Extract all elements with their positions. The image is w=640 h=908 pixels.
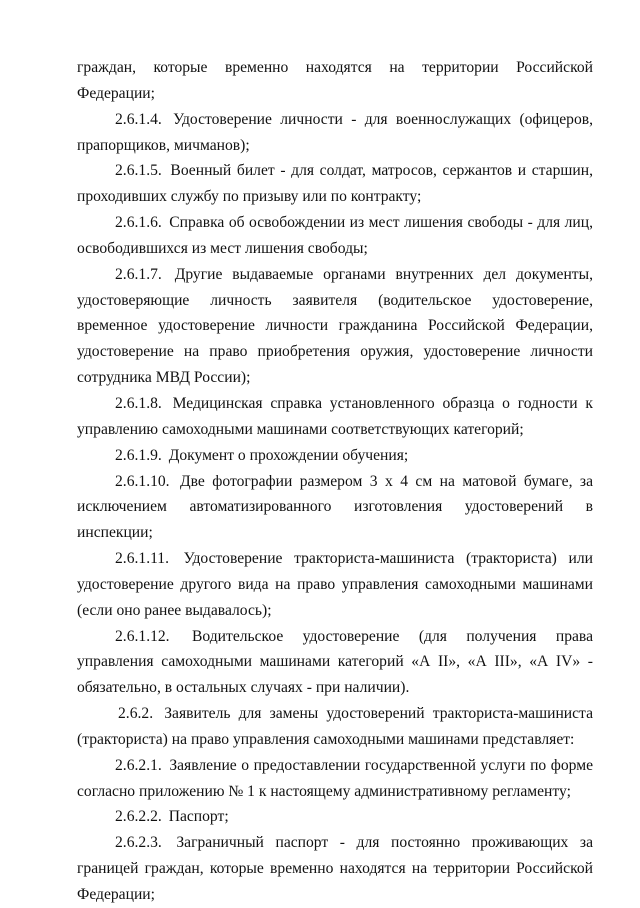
paragraph-number: 2.6.1.12. xyxy=(115,627,170,645)
paragraph-text: Документ о прохождении обучения; xyxy=(168,446,409,464)
paragraph-text: Заявитель для замены удостоверений тракториста-машиниста (тракториста) на право управления самоходными машинами представляет: xyxy=(77,705,593,748)
paragraph-2-6-2-2 xyxy=(77,804,593,830)
paragraph-number: 2.6.1.4. xyxy=(115,110,162,128)
paragraph-number: 2.6.1.8. xyxy=(115,394,162,412)
paragraph-number: 2.6.1.9. xyxy=(115,446,162,464)
paragraph-number: 2.6.1.11. xyxy=(115,550,169,568)
paragraph-text: Водительское удостоверение (для получения права управления самоходными машинами категорий «А II», «А III», «А IV» - обязательно, в остальных случаях - при наличии). xyxy=(77,627,593,697)
paragraph-text: Военный билет - для солдат, матросов, сержантов и старшин, проходивших службу по призыву или по контракту; xyxy=(77,162,593,206)
paragraph-text: Паспорт; xyxy=(168,808,229,826)
paragraph-2-6-1-8 xyxy=(77,391,593,443)
paragraph-number: 2.6.2.3. xyxy=(115,834,162,852)
paragraph-number: 2.6.2. xyxy=(118,705,154,723)
paragraph-2-6-2 xyxy=(77,701,593,753)
paragraph-number: 2.6.2.1. xyxy=(115,756,162,774)
paragraph-2-6-1-9 xyxy=(77,443,593,469)
paragraph-text: Удостоверение личности - для военнослужащих (офицеров, прапорщиков, мичманов); xyxy=(77,110,594,154)
paragraph-2-6-1-10 xyxy=(77,469,593,547)
paragraph-2-6-1-6 xyxy=(77,210,593,262)
paragraph-number: 2.6.2.2. xyxy=(115,808,162,826)
paragraph-2-6-1-12 xyxy=(77,624,593,702)
paragraph-continuation xyxy=(77,55,593,107)
paragraph-2-6-2-1 xyxy=(77,753,593,805)
paragraph-2-6-1-5 xyxy=(77,158,593,210)
paragraph-text: Две фотографии размером 3 х 4 см на матовой бумаге, за исключением автоматизированного изготовления удостоверений в инспекции; xyxy=(77,472,593,542)
paragraph-text: Другие выдаваемые органами внутренних дел документы, удостоверяющие личность заявителя (водительское удостоверение, временное удостоверение личности гражданина Российской Федерации, удостоверение на право приобретения оружия, удостоверение личности сотрудника МВД России); xyxy=(77,265,593,387)
paragraph-2-6-1-11 xyxy=(77,546,593,624)
paragraph-number: 2.6.1.6. xyxy=(115,214,162,232)
paragraph-text: Справка об освобождении из мест лишения свободы - для лиц, освободившихся из мест лишения свободы; xyxy=(77,214,593,257)
paragraph-number: 2.6.1.5. xyxy=(115,162,162,180)
paragraph-number: 2.6.1.10. xyxy=(115,472,170,490)
paragraph-number: 2.6.1.7. xyxy=(115,265,162,283)
paragraph-2-6-2-3 xyxy=(77,830,593,908)
paragraph-text: Заявление о предоставлении государственной услуги по форме согласно приложению № 1 к настоящему административному регламенту; xyxy=(77,756,593,800)
paragraph-2-6-1-4 xyxy=(77,107,593,159)
document-page xyxy=(77,55,593,908)
paragraph-text: Медицинская справка установленного образца о годности к управлению самоходными машинами соответствующих категорий; xyxy=(77,394,593,438)
paragraph-text: Удостоверение тракториста-машиниста (тракториста) или удостоверение другого вида на право управления самоходными машинами (если оно ранее выдавалось); xyxy=(77,550,593,619)
paragraph-2-6-1-7 xyxy=(77,262,593,391)
paragraph-text: граждан, которые временно находятся на территории Российской Федерации; xyxy=(77,59,593,102)
paragraph-text: Заграничный паспорт - для постоянно проживающих за границей граждан, которые временно находятся на территории Российской Федерации; xyxy=(77,834,593,903)
